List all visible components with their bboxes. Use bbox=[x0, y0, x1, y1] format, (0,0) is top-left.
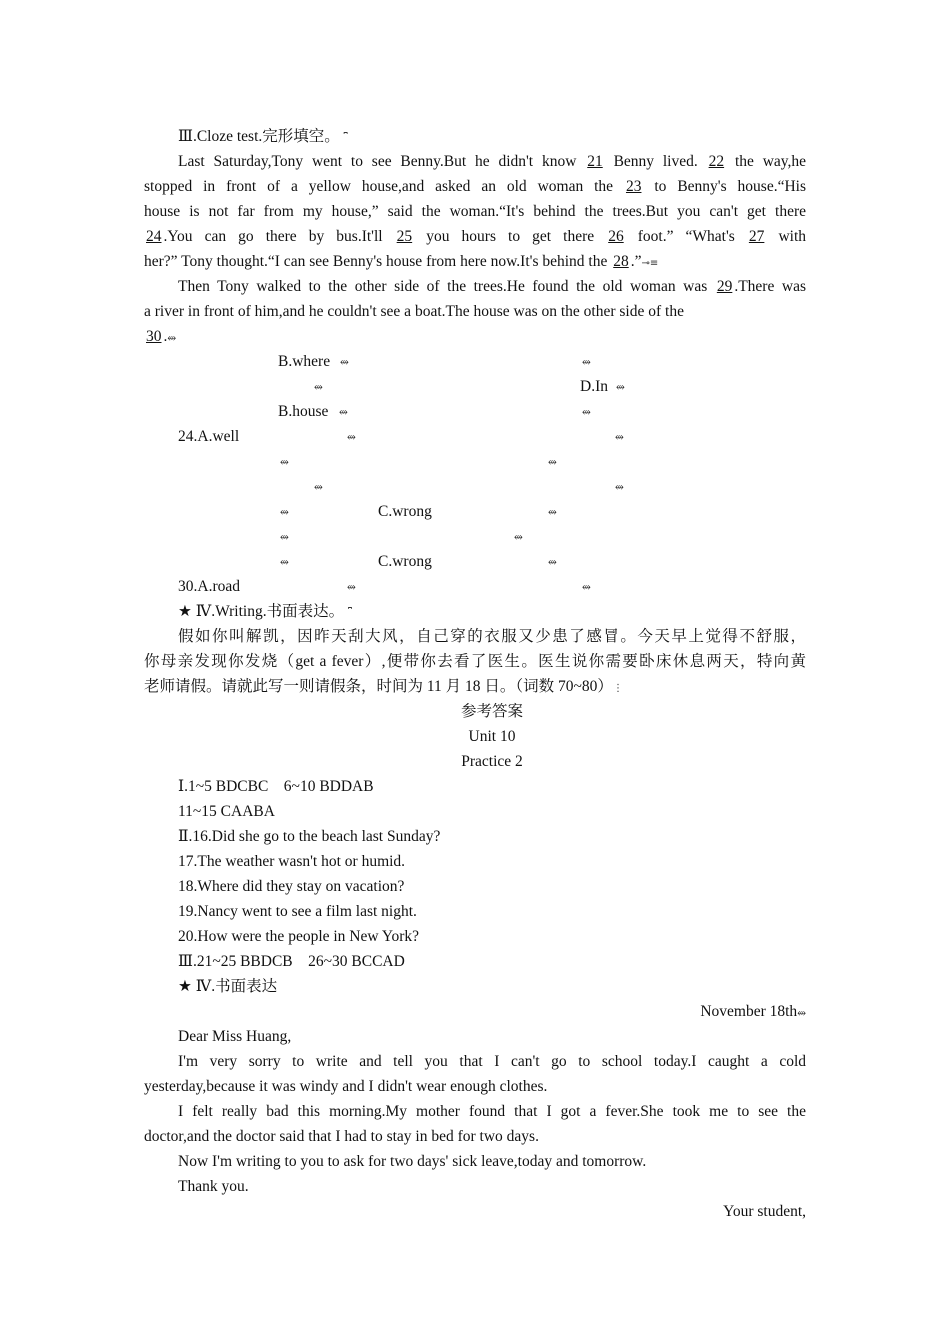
format-mark-icon: ⊸≡ bbox=[641, 258, 659, 269]
anchor-icon: ⥈ bbox=[582, 405, 591, 418]
anchor-icon: ⥈ bbox=[797, 1006, 806, 1019]
anchor-icon: ⥈ bbox=[340, 355, 349, 368]
blank-24: 24 bbox=[146, 228, 162, 245]
option-d-in: D.In bbox=[580, 378, 608, 395]
anchor-icon: ⥈ bbox=[548, 505, 557, 518]
blank-23: 23 bbox=[625, 178, 642, 195]
answer-line: 18.Where did they stay on vacation? bbox=[178, 878, 405, 895]
option-c-wrong: C.wrong bbox=[378, 503, 432, 520]
anchor-icon: ⥈ bbox=[582, 580, 591, 593]
letter-line: Now I'm writing to you to ask for two days' sick leave,today and tomorrow. bbox=[178, 1153, 647, 1170]
option-30-a-road: 30.A.road bbox=[178, 578, 240, 595]
answers-title: 参考答案 bbox=[460, 703, 523, 720]
anchor-icon: ⥈ bbox=[347, 430, 356, 443]
writing-prompt-line: 你母亲发现你发烧（get a fever）,便带你去看了医生。医生说你需要卧床休息两天，特向黄 bbox=[144, 653, 806, 670]
cloze-line: 24 .You can go there by bus.It'll 25 you hours to get there 26 foot.” “What's 27 with bbox=[146, 228, 806, 245]
anchor-icon: ⥈ bbox=[280, 455, 289, 468]
letter-date: November 18th⥈ bbox=[700, 1003, 806, 1020]
blank-29: 29 bbox=[716, 278, 733, 295]
cloze-line: Then Tony walked to the other side of the trees.He found the old woman was 29 .There was bbox=[178, 278, 807, 295]
answer-line: 17.The weather wasn't hot or humid. bbox=[178, 853, 406, 870]
letter-line: I'm very sorry to write and tell you that I can't go to school today.I caught a cold bbox=[178, 1053, 806, 1070]
writing-prompt-line: 假如你叫解凯，因昨天刮大风，自己穿的衣服又少患了感冒。今天早上觉得不舒服， bbox=[178, 628, 806, 645]
cloze-line: Last Saturday,Tony went to see Benny.But he didn't know 21 Benny lived. 22 the way,he bbox=[178, 153, 807, 170]
anchor-icon: ⥈ bbox=[548, 455, 557, 468]
anchor-icon: ⥈ bbox=[514, 530, 523, 543]
letter-line: yesterday,because it was windy and I didn't wear enough clothes. bbox=[144, 1078, 548, 1095]
anchor-icon: ⥈ bbox=[615, 480, 624, 493]
letter-line: I felt really bad this morning.My mother found that I got a fever.She took me to see the bbox=[178, 1103, 806, 1120]
cloze-line: a river in front of him,and he couldn't see a boat.The house was on the other side of the bbox=[144, 303, 684, 320]
answer-line: Ⅱ.16.Did she go to the beach last Sunday? bbox=[178, 828, 441, 845]
answers-unit: Unit 10 bbox=[468, 728, 516, 745]
anchor-icon: ⥈ bbox=[280, 505, 289, 518]
anchor-icon: ⥈ bbox=[347, 580, 356, 593]
cloze-line: her?” Tony thought.“I can see Benny's house from here now.It's behind the 28 .”⊸≡ bbox=[144, 253, 659, 270]
answer-line: 11~15 CAABA bbox=[178, 803, 275, 820]
blank-21: 21 bbox=[587, 153, 603, 170]
anchor-icon: ⥈ bbox=[280, 555, 289, 568]
anchor-icon: ⥈ bbox=[314, 380, 323, 393]
anchor-icon: ⥈ bbox=[280, 530, 289, 543]
option-24-a-well: 24.A.well bbox=[178, 428, 240, 445]
blank-22: 22 bbox=[708, 153, 725, 170]
anchor-icon: ⥈ bbox=[615, 430, 624, 443]
anchor-icon: ⥈ bbox=[339, 405, 348, 418]
anchor-icon: ⥈ bbox=[582, 355, 591, 368]
anchor-icon: ⥈ bbox=[314, 480, 323, 493]
answer-line: Ⅰ.1~5 BDCBC 6~10 BDDAB bbox=[178, 778, 374, 795]
format-mark-icon: ⎴ bbox=[343, 133, 348, 144]
cloze-line: house is not far from my house,” said the woman.“It's behind the trees.But you can't get there bbox=[144, 203, 806, 220]
format-mark-icon: ⋮ bbox=[612, 683, 623, 694]
writing-heading: ★ Ⅳ.Writing.书面表达。 ⎴ bbox=[178, 603, 352, 620]
anchor-icon: ⥈ bbox=[616, 380, 625, 393]
blank-30: 30 bbox=[146, 328, 162, 345]
answer-line: Ⅲ.21~25 BBDCB 26~30 BCCAD bbox=[178, 953, 405, 970]
option-b-where: B.where bbox=[278, 353, 331, 370]
writing-prompt-line: 老师请假。请就此写一则请假条，时间为 11 月 18 日。（词数 70~80）⋮ bbox=[144, 678, 623, 695]
answer-line: 19.Nancy went to see a film last night. bbox=[178, 903, 417, 920]
cloze-heading: Ⅲ.Cloze test.完形填空。 ⎴ bbox=[178, 128, 348, 145]
option-c-wrong: C.wrong bbox=[378, 553, 432, 570]
letter-closing: Your student, bbox=[723, 1203, 806, 1220]
letter-line: doctor,and the doctor said that I had to stay in bed for two days. bbox=[144, 1128, 539, 1145]
blank-26: 26 bbox=[608, 228, 624, 245]
cloze-line: 30 .⥈ bbox=[146, 328, 177, 345]
letter-line: Thank you. bbox=[178, 1178, 249, 1195]
answer-line: 20.How were the people in New York? bbox=[178, 928, 420, 945]
blank-28: 28 bbox=[613, 253, 629, 270]
blank-25: 25 bbox=[396, 228, 413, 245]
anchor-icon: ⥈ bbox=[167, 331, 177, 344]
option-b-house: B.house bbox=[278, 403, 329, 420]
format-mark-icon: ⎴ bbox=[347, 608, 352, 619]
letter-greeting: Dear Miss Huang, bbox=[178, 1028, 292, 1045]
answer-line: ★ Ⅳ.书面表达 bbox=[178, 978, 278, 995]
anchor-icon: ⥈ bbox=[548, 555, 557, 568]
cloze-line: stopped in front of a yellow house,and asked an old woman the 23 to Benny's house.“His bbox=[144, 178, 806, 195]
blank-27: 27 bbox=[748, 228, 765, 245]
answers-practice: Practice 2 bbox=[461, 753, 523, 770]
